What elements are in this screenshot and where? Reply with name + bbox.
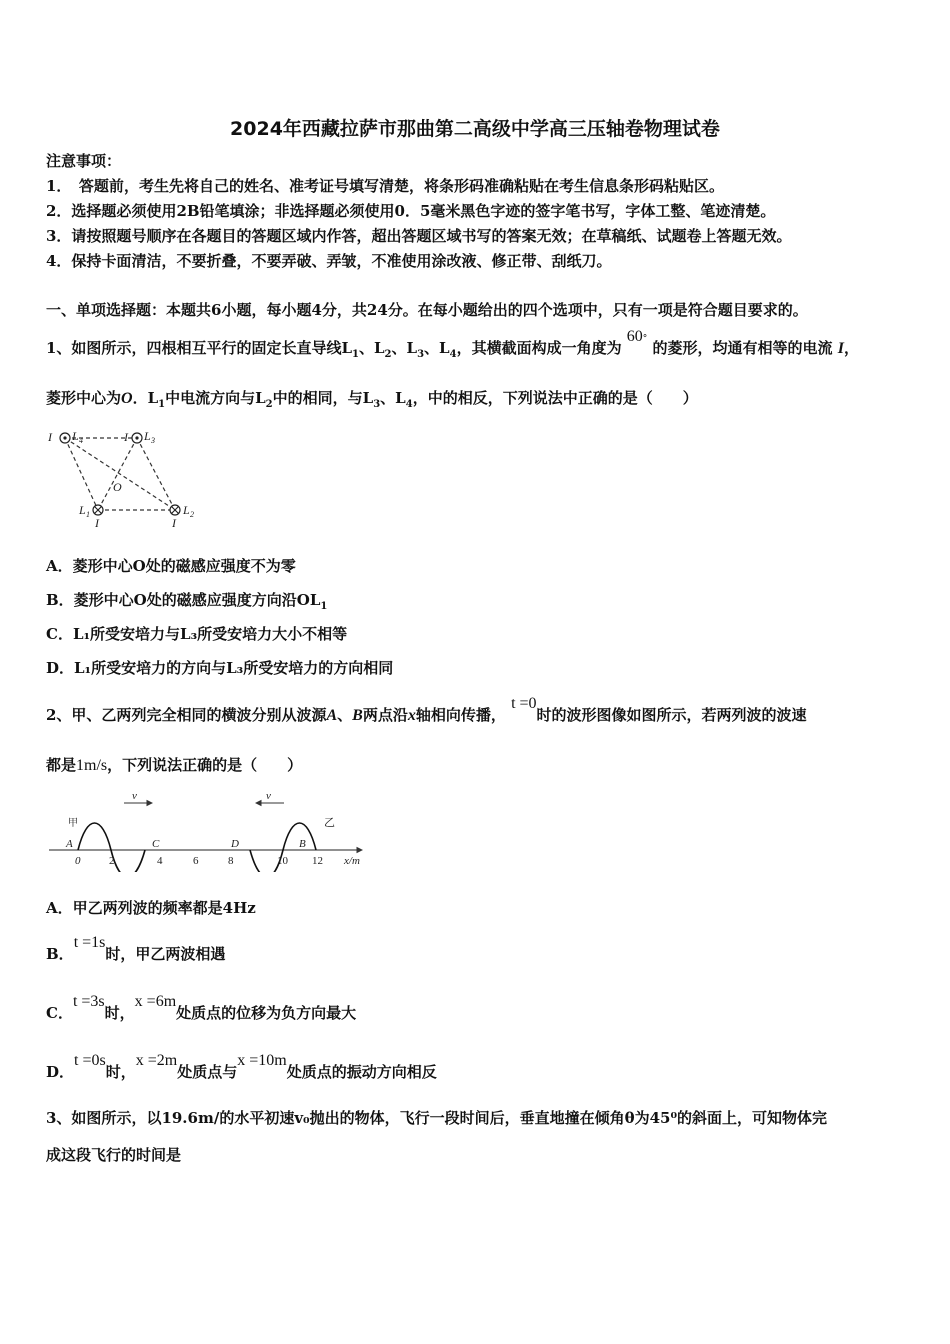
svg-text:8: 8: [228, 855, 234, 867]
label-l2: L: [183, 503, 190, 517]
svg-text:D: D: [231, 838, 239, 850]
svg-text:12: 12: [312, 855, 323, 867]
q2-d-position-1: x =2m: [135, 1052, 178, 1069]
label-i-l2: I: [172, 516, 176, 530]
svg-text:3: 3: [151, 436, 155, 445]
svg-text:v: v: [132, 790, 137, 802]
q1-line2-b: 中电流方向与L: [165, 389, 266, 407]
notice-item-4: 4．保持卡面清洁，不要折叠，不要弄破、弄皱，不准使用涂改液、修正带、刮纸刀。: [46, 252, 612, 270]
q2-line1-a: 2、甲、乙两列完全相同的横波分别从波源: [46, 706, 327, 724]
q2-line2-a: 都是: [46, 756, 77, 774]
q2-line2-b: ，下列说法正确的是（ ）: [107, 756, 303, 774]
q1-center-symbol: O: [121, 390, 133, 407]
q2-c-time: t =3s: [72, 993, 105, 1010]
q2-speed: 1m/s: [76, 757, 108, 774]
q1-line2: 菱形中心为O．$L_1$中电流方向与$L_2$中的相同，与$L_3$、$L_4$，中的相反，下列说法中正确的是（ ）: [46, 389, 698, 410]
svg-text:2: 2: [109, 855, 115, 867]
notice-heading: 注意事项：: [46, 152, 122, 170]
q2-t0: t =0: [511, 695, 537, 712]
q2-d-time: t =0s: [74, 1052, 106, 1069]
svg-text:0: 0: [75, 855, 81, 867]
svg-text:A: A: [66, 838, 73, 850]
q1-option-c: C．L₁所受安培力与L₃所受安培力大小不相等: [46, 625, 348, 643]
label-l1: L: [79, 503, 86, 517]
q2-option-c: C．t =3s时，x =6m处质点的位移为负方向最大: [46, 993, 357, 1022]
wire-l4-dot-icon: [60, 433, 70, 443]
q1-line2-a: 菱形中心为: [46, 389, 122, 407]
q1-option-b: B．菱形中心O处的磁感应强度方向沿$OL_1$: [46, 591, 328, 612]
notice-item-1: 1． 答题前，考生先将自己的姓名、准考证号填写清楚，将条形码准确粘贴在考生信息条形码粘贴区。: [46, 177, 724, 195]
q2-d-position-2: x =10m: [237, 1052, 287, 1069]
svg-text:4: 4: [79, 436, 83, 445]
svg-text:10: 10: [277, 855, 288, 867]
label-l3: L: [144, 429, 151, 443]
q2-c-position: x =6m: [134, 993, 177, 1010]
q2-line1-c: 轴相向传播，: [415, 706, 506, 724]
q2-line1-d: 时的波形图像如图所示，若两列波的波速: [536, 706, 807, 724]
page-title: 2024年西藏拉萨市那曲第二高级中学高三压轴卷物理试卷: [230, 118, 720, 140]
svg-text:4: 4: [157, 855, 163, 867]
q2-wave-figure: [44, 786, 374, 872]
q2-line1-b: 两点沿: [362, 706, 408, 724]
wire-l3-dot-icon: [132, 433, 142, 443]
label-l4: L: [72, 429, 79, 443]
notice-item-3: 3．请按照题号顺序在各题目的答题区域内作答，超出答题区域书写的答案无效；在草稿纸、试题卷上答题无效。: [46, 227, 792, 245]
q1-current-symbol: I: [837, 340, 845, 357]
q2-line2: [46, 755, 302, 776]
label-center-o: O: [113, 480, 122, 494]
svg-text:乙: 乙: [324, 817, 335, 829]
q1-angle: 60: [626, 328, 643, 345]
q2-option-b: B．t =1s时，甲乙两波相遇: [46, 934, 226, 963]
q3-line2: 成这段飞行的时间是: [46, 1146, 182, 1164]
q1-line2-d: ，中的相反，下列说法中正确的是（ ）: [412, 389, 698, 407]
svg-text:1: 1: [86, 510, 90, 519]
label-i-l3: I: [124, 430, 128, 444]
svg-text:甲: 甲: [68, 818, 78, 829]
notice-item-2: 2．选择题必须使用2B铅笔填涂；非选择题必须使用0．5毫米黑色字迹的签字笔书写，字体工整、笔迹清楚。: [46, 202, 776, 220]
q1-option-d: D．L₁所受安培力的方向与L₃所受安培力的方向相同: [46, 659, 394, 677]
section-heading: 一、单项选择题：本题共6小题，每小题4分，共24分。在每小题给出的四个选项中，只有一项是符合题目要求的。: [46, 301, 808, 319]
q1-rhombus-figure: [40, 420, 220, 532]
q1-line1: 1、如图所示，四根相互平行的固定长直导线$L_1$、$L_2$、$L_3$、$L_4$，其横截面构成一角度为 60° 的菱形，均通有相等的电流 I，: [46, 328, 860, 360]
wire-l2-cross-icon: [170, 505, 180, 515]
svg-text:B: B: [299, 838, 306, 850]
q1-option-a: A．菱形中心O处的磁感应强度不为零: [46, 557, 296, 575]
q2-b-time: t =1s: [73, 934, 106, 951]
q2-option-d: D．t =0s时，x =2m处质点与x =10m处质点的振动方向相反: [46, 1052, 437, 1081]
q3-line1: 3、如图所示，以19.6m/的水平初速v₀抛出的物体，飞行一段时间后，垂直地撞在倾角θ为45⁰的斜面上，可知物体完: [46, 1109, 828, 1127]
wire-l1-cross-icon: [93, 505, 103, 515]
svg-text:6: 6: [193, 855, 199, 867]
q1-line1-a: 1、如图所示，四根相互平行的固定长直导线L: [46, 339, 352, 357]
svg-text:x/m: x/m: [344, 855, 360, 867]
q2-option-a: A．甲乙两列波的频率都是4Hz: [46, 899, 256, 917]
svg-text:v: v: [266, 790, 271, 802]
q1-line1-b: 的菱形，均通有相等的电流: [652, 339, 833, 357]
svg-text:2: 2: [190, 510, 194, 519]
svg-text:C: C: [152, 838, 160, 850]
label-i-l4: I: [48, 430, 52, 444]
label-i-l1: I: [95, 516, 99, 530]
q2-line1: 2、甲、乙两列完全相同的横波分别从波源A、B两点沿x轴相向传播， t =0时的波形图像如图所示，若两列波的波速: [46, 695, 807, 724]
q1-line2-c: 中的相同，与L: [272, 389, 374, 407]
